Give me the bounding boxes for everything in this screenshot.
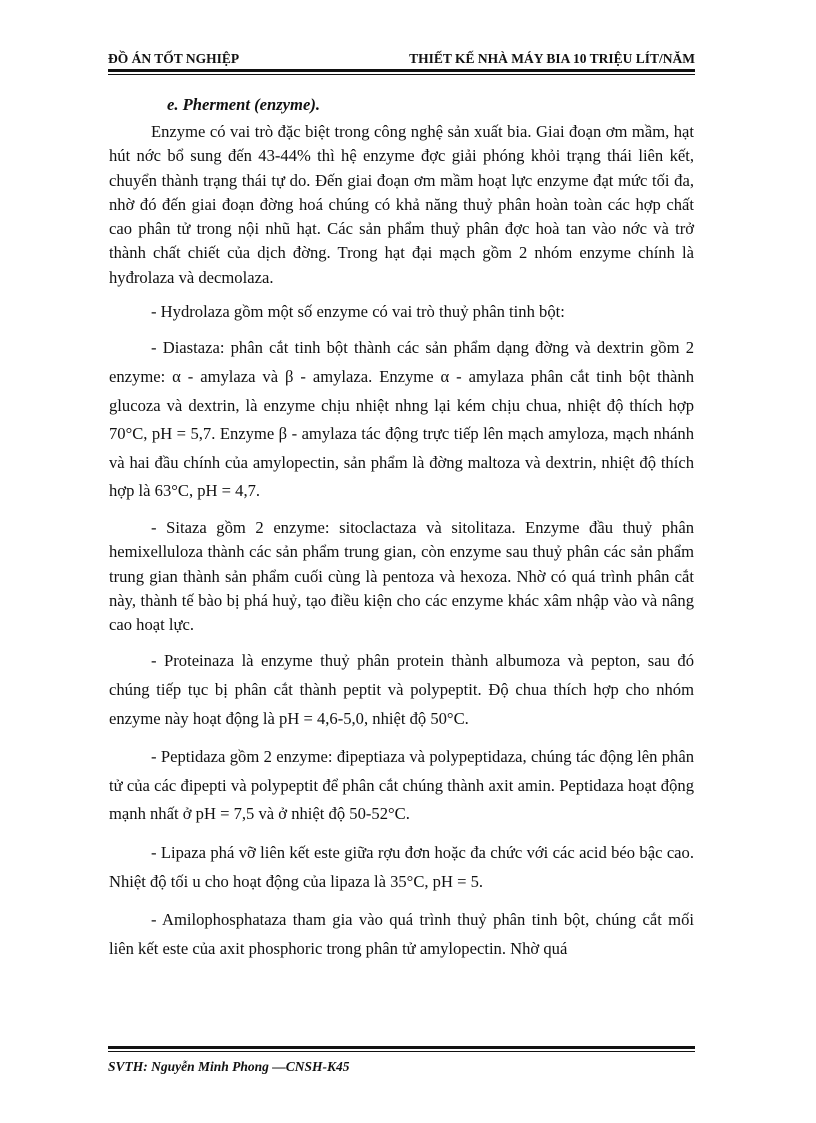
paragraph-proteinaza: - Proteinaza là enzyme thuỷ phân protein thành albumoza và pepton, sau đó chúng tiếp tục bị phân cắt thành peptit và polypeptit. Độ chua thích hợp cho nhóm enzyme này hoạt động là pH = 4,6-5,0, nhiệt độ 50°C. [109, 651, 694, 728]
document-body [109, 92, 694, 963]
header-rule-thin [108, 74, 695, 75]
paragraph-sitaza: - Sitaza gồm 2 enzyme: sitoclactaza và sitolitaza. Enzyme đầu thuỷ phân hemixelluloza thành các sản phẩm trung gian, còn enzyme sau thuỷ phân các sản phẩm trung gian thành sản phẩm cuối cùng là pentoza và hexoza. Nhờ có quá trình phân cắt này, thành tế bào bị phá huỷ, tạo điều kiện cho các enzyme khác xâm nhập vào và nâng cao hoạt lực. [109, 517, 694, 635]
footer-rule-thin [108, 1051, 695, 1052]
footer-rule-thick [108, 1046, 695, 1049]
header-rule-thick [108, 69, 695, 72]
paragraph-hydrolaza: - Hydrolaza gồm một số enzyme có vai trò thuỷ phân tinh bột: [151, 302, 565, 322]
paragraph-lipaza: - Lipaza phá vỡ liên kết este giữa rợu đơn hoặc đa chức với các acid béo bậc cao. Nhiệt độ tối u cho hoạt động của lipaza là 35°C, pH = 5. [109, 842, 694, 891]
header-left-title: ĐỒ ÁN TỐT NGHIỆP [108, 51, 240, 66]
paragraph-amilophosphataza: - Amilophosphataza tham gia vào quá trình thuỷ phân tinh bột, chúng cắt mối liên kết este của axit phosphoric trong phân tử amylopectin. Nhờ quá [109, 910, 694, 958]
page-footer: SVTH: Nguyễn Minh Phong —CNSH-K45 [108, 1059, 350, 1074]
paragraph-diastaza: - Diastaza: phân cắt tinh bột thành các sản phẩm dạng đờng và dextrin gồm 2 enzyme: α - amylaza và β - amylaza. Enzyme α - amylaza phân cắt tinh bột thành glucoza và dextrin, là enzyme chịu nhiệt nhng lại kém chịu chua, nhiệt độ thích hợp 70°C, pH = 5,7. Enzyme β - amylaza tác động trực tiếp lên mạch amyloza, mạch nhánh và hai đầu chính của amylopectin, sản phẩm là đờng maltoza và dextrin, nhiệt độ thích hợp là 63°C, pH = 4,7. [109, 338, 694, 501]
paragraph-peptidaza: - Peptidaza gồm 2 enzyme: đipeptiaza và polypeptidaza, chúng tác động lên phân tử của các đipepti và polypeptit để phân cắt chúng thành axit amin. Peptidaza hoạt động mạnh nhất ở pH = 7,5 và ở nhiệt độ 50-52°C. [109, 747, 694, 824]
paragraph-intro: Enzyme có vai trò đặc biệt trong công nghệ sản xuất bia. Giai đoạn ơm mầm, hạt hút nớc bổ sung đến 43-44% thì hệ enzyme đợc giải phóng khỏi trạng thái liên kết, chuyển thành trạng thái tự do. Đến giai đoạn ơm mầm hoạt lực enzyme đạt mức tối đa, nhờ đó đến giai đoạn đờng hoá chúng có khả năng thuỷ phân hoàn toàn các hợp chất cao phân tử trong nội nhũ hạt. Các sản phẩm thuỷ phân đợc hoà tan vào nớc và trở thành chất chiết của dịch đờng. Trong hạt đại mạch gồm 2 nhóm enzyme chính là hyđrolaza và decmolaza. [109, 122, 694, 287]
header-right-title: THIẾT KẾ NHÀ MÁY BIA 10 TRIỆU LÍT/NĂM [409, 51, 695, 66]
section-heading: e. Pherment (enzyme). [167, 95, 320, 114]
page-header [108, 48, 695, 70]
